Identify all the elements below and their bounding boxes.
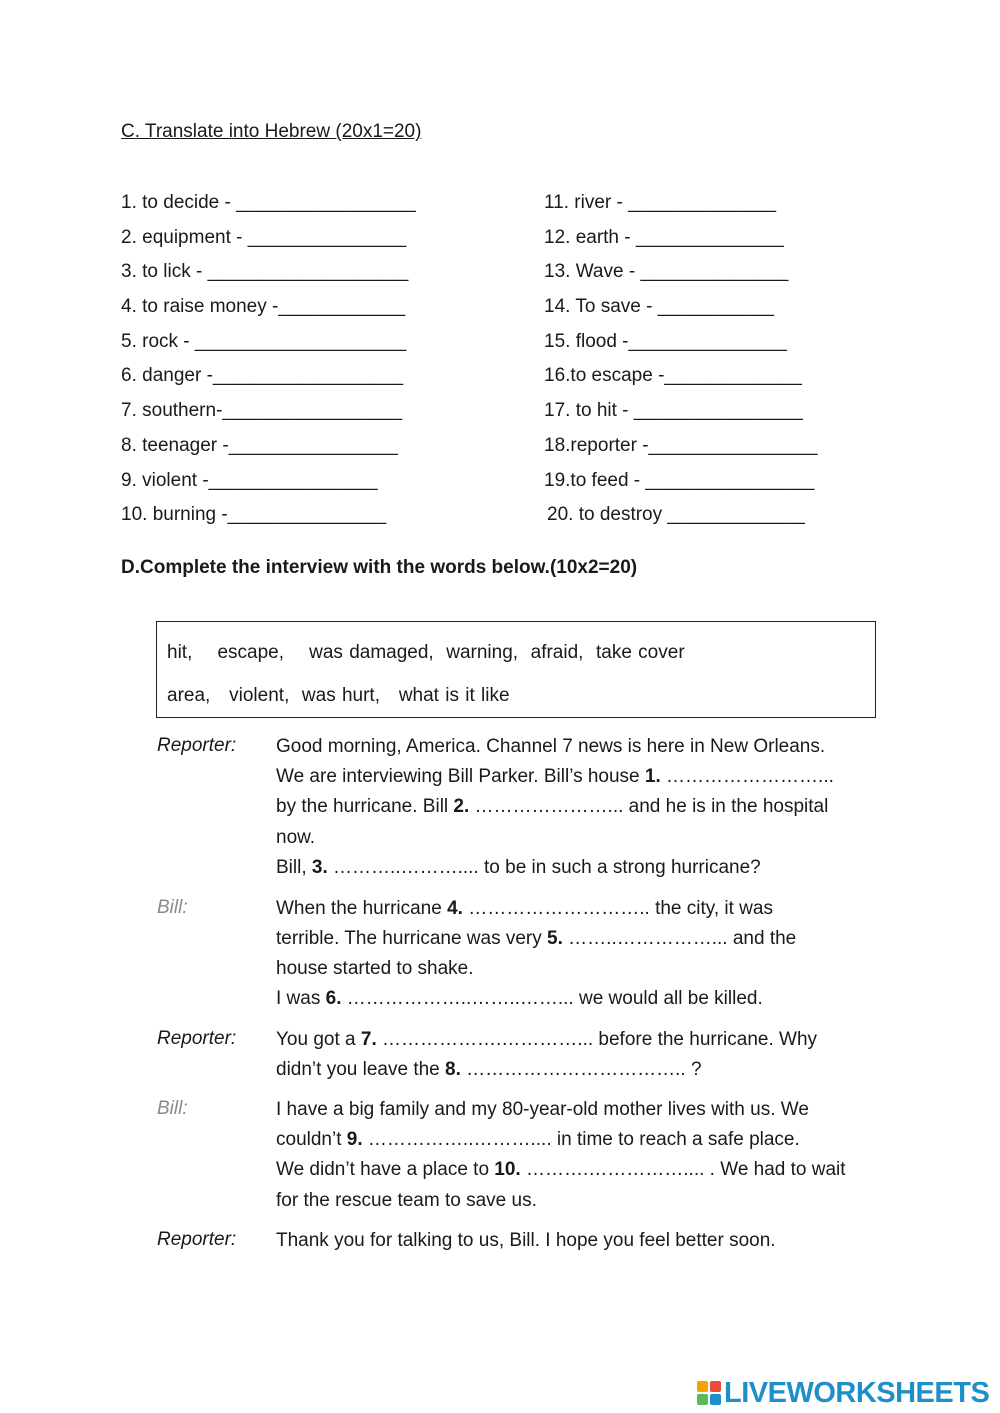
dialogue-line: Thank you for talking to us, Bill. I hope you feel better soon.: [276, 1230, 776, 1251]
blank-number: 9.: [346, 1129, 363, 1150]
dialogue-line[interactable]: We didn’t have a place to 10. ……….…………….... . We had to wait: [276, 1159, 846, 1180]
blank-number: 1.: [644, 766, 661, 787]
speaker-bill: Bill:: [157, 897, 188, 918]
blank-number: 10.: [494, 1159, 521, 1180]
dialogue-line[interactable]: terrible. The hurricane was very 5. ……..……………... and the: [276, 928, 797, 949]
vocab-item[interactable]: 3. to lick - ___________________: [121, 261, 409, 282]
speaker-reporter: Reporter:: [157, 735, 237, 756]
dialogue-line[interactable]: I was 6. ………………..……..……... we would all be killed.: [276, 988, 763, 1009]
logo-text: LIVEWORKSHEETS: [724, 1376, 990, 1409]
dialogue-line[interactable]: We are interviewing Bill Parker. Bill’s house 1. ……………………...: [276, 766, 834, 787]
dialogue-line: for the rescue team to save us.: [276, 1190, 537, 1211]
blank-number: 7.: [360, 1029, 377, 1050]
vocab-item[interactable]: 1. to decide - _________________: [121, 192, 416, 213]
vocab-item[interactable]: 13. Wave - ______________: [544, 261, 789, 282]
speaker-bill: Bill:: [157, 1098, 188, 1119]
speaker-reporter: Reporter:: [157, 1028, 237, 1049]
dialogue-line[interactable]: couldn’t 9. ……………..……….... in time to reach a safe place.: [276, 1129, 800, 1150]
blank-number: 2.: [453, 796, 470, 817]
speaker-reporter: Reporter:: [157, 1229, 237, 1250]
dialogue-line: house started to shake.: [276, 958, 474, 979]
vocab-item[interactable]: 6. danger -__________________: [121, 365, 404, 386]
dialogue-line[interactable]: by the hurricane. Bill 2. …………………... and he is in the hospital: [276, 796, 829, 817]
vocab-item[interactable]: 17. to hit - ________________: [544, 400, 803, 421]
section-c-title: C. Translate into Hebrew (20x1=20): [121, 121, 422, 142]
blank-number: 6.: [325, 988, 342, 1009]
word-bank-line: area, violent, was hurt, what is it like: [167, 685, 510, 706]
word-bank-line: hit, escape, was damaged, warning, afraid, take cover: [167, 642, 685, 663]
vocab-item[interactable]: 7. southern-_________________: [121, 400, 403, 421]
vocab-item[interactable]: 4. to raise money -____________: [121, 296, 406, 317]
dialogue-line[interactable]: Bill, 3. ………..……….... to be in such a strong hurricane?: [276, 857, 761, 878]
logo-mark-icon: [697, 1381, 721, 1405]
dialogue-line: now.: [276, 827, 316, 848]
dialogue-line: I have a big family and my 80-year-old mother lives with us. We: [276, 1099, 809, 1120]
vocab-item[interactable]: 8. teenager -________________: [121, 435, 398, 456]
vocab-item[interactable]: 20. to destroy _____________: [547, 504, 805, 525]
vocab-item[interactable]: 14. To save - ___________: [544, 296, 774, 317]
vocab-item[interactable]: 19.to feed - ________________: [544, 470, 815, 491]
vocab-item[interactable]: 18.reporter -________________: [544, 435, 818, 456]
word-bank-box: [156, 621, 876, 718]
vocab-item[interactable]: 15. flood -_______________: [544, 331, 788, 352]
blank-number: 3.: [311, 857, 328, 878]
vocab-item[interactable]: 10. burning -_______________: [121, 504, 387, 525]
blank-number: 8.: [445, 1059, 461, 1080]
dialogue-line[interactable]: You got a 7. ……………….…………... before the hurricane. Why: [276, 1029, 818, 1050]
vocab-item[interactable]: 9. violent -________________: [121, 470, 378, 491]
dialogue-line: Good morning, America. Channel 7 news is here in New Orleans.: [276, 736, 826, 757]
vocab-item[interactable]: 12. earth - ______________: [544, 227, 784, 248]
liveworksheets-logo: [697, 1378, 989, 1408]
blank-number: 4.: [447, 898, 463, 919]
section-d-title: D.Complete the interview with the words below.(10x2=20): [121, 557, 638, 578]
dialogue-line[interactable]: When the hurricane 4. ……………………….. the city, it was: [276, 898, 773, 919]
blank-number: 5.: [547, 928, 563, 949]
vocab-item[interactable]: 16.to escape -_____________: [544, 365, 802, 386]
vocab-item[interactable]: 5. rock - ____________________: [121, 331, 407, 352]
vocab-item[interactable]: 2. equipment - _______________: [121, 227, 407, 248]
vocab-item[interactable]: 11. river - ______________: [544, 192, 777, 213]
dialogue-line[interactable]: didn’t you leave the 8. …………………………….. ?: [276, 1059, 702, 1080]
